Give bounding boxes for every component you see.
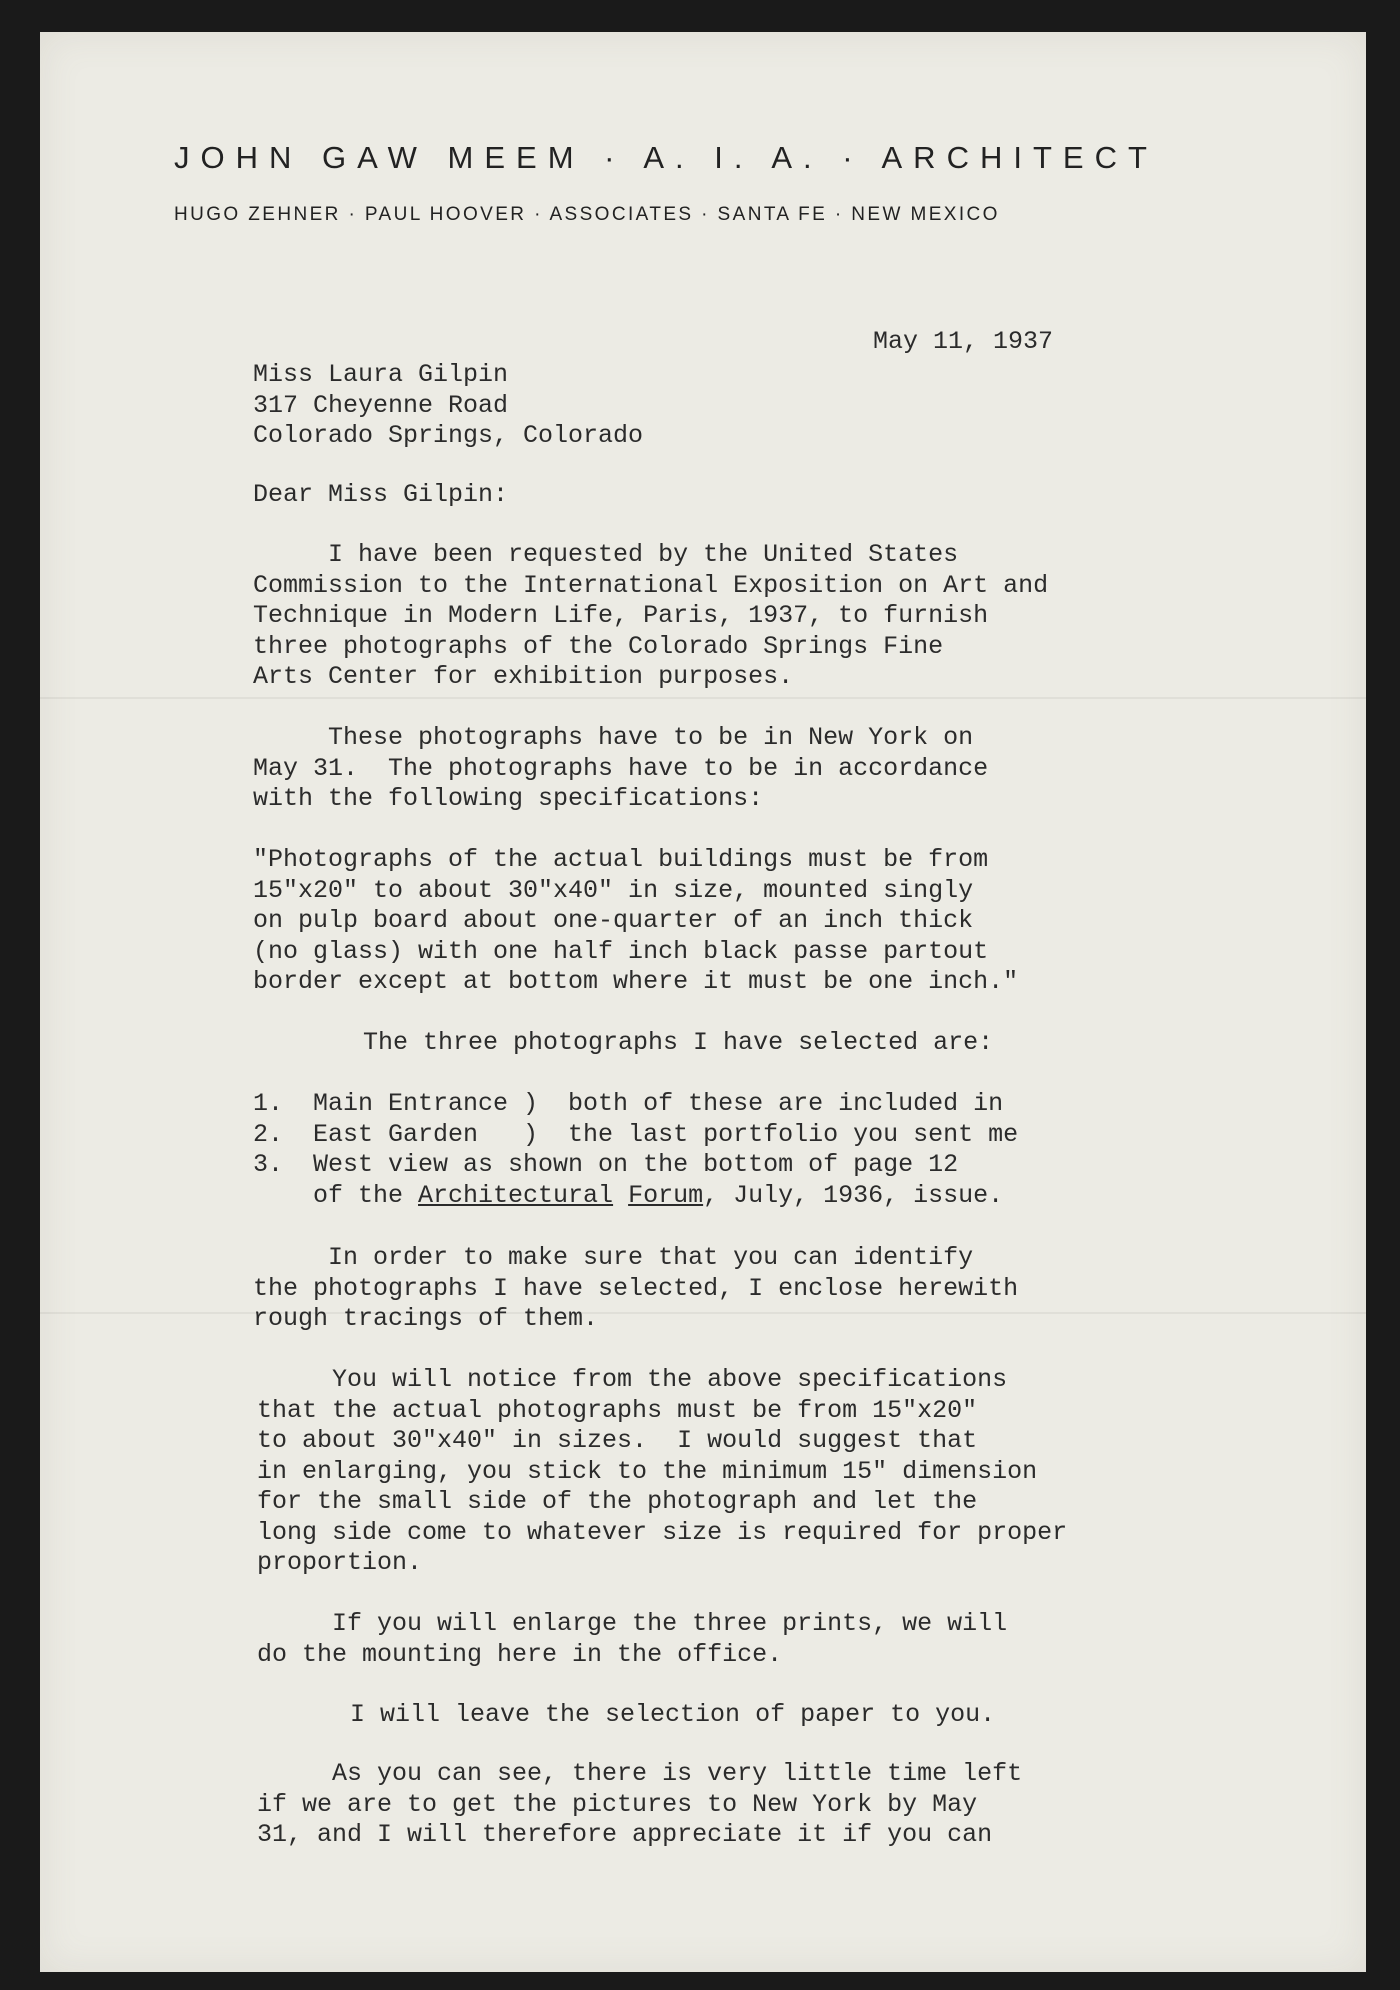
- letter-page: [40, 32, 1366, 1972]
- address-line: Miss Laura Gilpin: [253, 360, 509, 389]
- specification-quote: "Photographs of the actual buildings must be from 15"x20" to about 30"x40" in size, mounted singly on pulp board about one-quarter of an inch thick (no glass) with one half inch black passe partout border except at bottom where it must be one inch.": [253, 845, 1019, 996]
- recipient-address: [253, 360, 643, 452]
- magazine-title: Forum: [628, 1180, 704, 1210]
- body-paragraph: The three photographs I have selected are:: [363, 1028, 994, 1057]
- body-paragraph: I have been requested by the United States Commission to the International Exposition on Art and Technique in Modern Life, Paris, 1937, to furnish three photographs of the Colorado Springs Fine Arts Center for exhibition purposes.: [253, 540, 1049, 691]
- body-paragraph: In order to make sure that you can identify the photographs I have selected, I enclose herewith rough tracings of them.: [253, 1243, 1019, 1333]
- list-item-text: , July, 1936, issue.: [703, 1180, 1004, 1210]
- list-item-text: of the: [253, 1180, 419, 1210]
- address-line: Colorado Springs, Colorado: [253, 421, 644, 450]
- letter-date: May 11, 1937: [873, 327, 1054, 356]
- address-line: 317 Cheyenne Road: [253, 390, 509, 420]
- magazine-title: Architectural: [418, 1180, 614, 1210]
- photo-list: [253, 1089, 1018, 1211]
- list-item: [253, 1181, 1018, 1212]
- list-item: 2. East Garden ) the last portfolio you sent me: [253, 1119, 1019, 1149]
- body-paragraph: If you will enlarge the three prints, we will do the mounting here in the office.: [257, 1609, 1008, 1669]
- body-paragraph: As you can see, there is very little time left if we are to get the pictures to New York by May 31, and I will therefore appreciate it if you can: [257, 1759, 1023, 1849]
- letterhead-title: JOHN GAW MEEM · A. I. A. · ARCHITECT: [174, 140, 1158, 175]
- letterhead-subtitle: HUGO ZEHNER · PAUL HOOVER · ASSOCIATES · SANTA FE · NEW MEXICO: [174, 204, 1000, 225]
- salutation: Dear Miss Gilpin:: [253, 480, 509, 509]
- body-paragraph: I will leave the selection of paper to you.: [350, 1700, 996, 1729]
- paper-fold-line: [40, 697, 1366, 699]
- body-paragraph: You will notice from the above specifications that the actual photographs must be from 15"x20" to about 30"x40" in sizes. I would suggest that in enlarging, you stick to the minimum 15" dimension for the small side of the photograph and let the long side come to whatever size is required for proper proportion.: [257, 1365, 1068, 1577]
- body-paragraph: These photographs have to be in New York on May 31. The photographs have to be in accordance with the following specifications:: [253, 723, 989, 813]
- list-item: 1. Main Entrance ) both of these are included in: [253, 1089, 1004, 1118]
- list-item: 3. West view as shown on the bottom of page 12: [253, 1150, 959, 1179]
